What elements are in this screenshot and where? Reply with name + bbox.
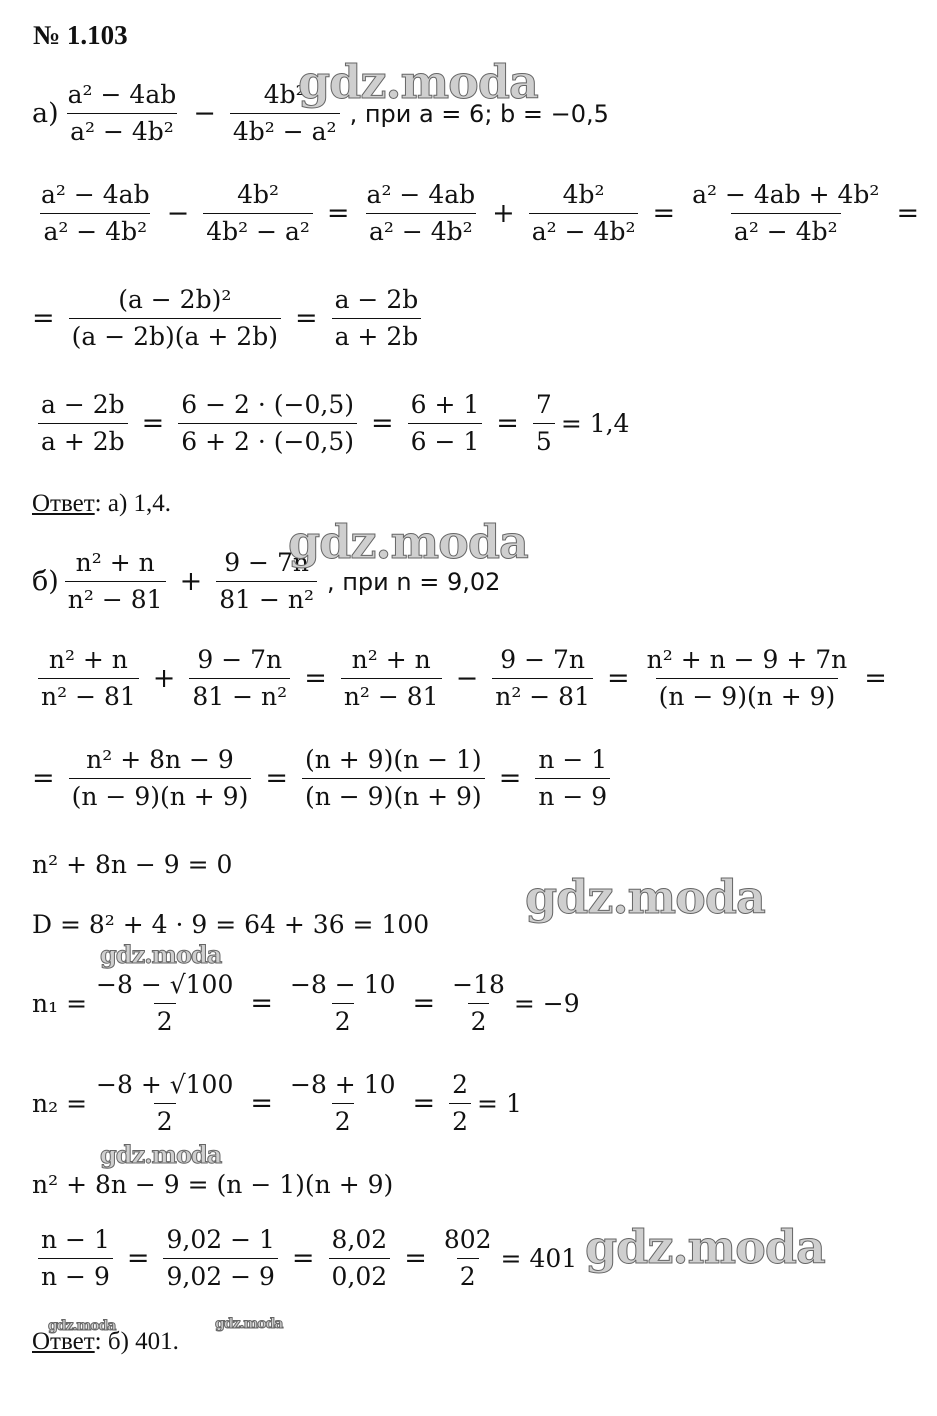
watermark: gdz.moda <box>100 940 222 969</box>
fraction <box>689 180 882 247</box>
fraction <box>449 1070 471 1137</box>
part-a-step3: $\frac{a - 2b}{a + 2b}$ = $\frac{6 - 2 \cdot (-0,5)}{6 + 2 \cdot (-0,5)}$ = $\frac{6 + 1}{6 - 1}$ = $\frac{7}{5}$ = 1,4 <box>32 390 629 457</box>
operator: − <box>193 98 216 129</box>
part-a-step1: $\frac{\text{a² − 4ab}}{\text{a² − 4b²}}$ − $\frac{\text{4b²}}{\text{4b² − a²}}$ = $\frac{\text{a² − 4ab}}{\text{a² − 4b²}}$ + $\frac{\text{4b²}}{\text{a² − 4b²}}$ = $\frac{\text{a² − 4ab + 4b²}}{\text{a² − 4b²}}$ = <box>32 180 927 247</box>
fraction <box>644 645 851 712</box>
condition: , при n = 9,02 <box>326 567 501 596</box>
answer-text: : б) 401. <box>94 1328 179 1355</box>
fraction <box>65 80 180 147</box>
numerator: −8 + 10 <box>290 1070 396 1099</box>
denominator: a² − 4b² <box>67 113 177 147</box>
numerator: 4b² <box>237 180 280 209</box>
fraction <box>203 180 313 247</box>
numerator: −8 − √100 <box>96 970 234 999</box>
denominator: n² − 81 <box>38 678 139 712</box>
numerator: 802 <box>443 1225 492 1254</box>
numerator: a² − 4ab + 4b² <box>692 180 880 209</box>
result: = 1 <box>477 1089 522 1118</box>
fraction <box>408 390 483 457</box>
part-a-step2: = $\frac{\text{(a − 2b)²}}{(a - 2b)(a + 2b)}$ = $\frac{a - 2b}{a + 2b}$ <box>32 285 427 352</box>
denominator: a² − 4b² <box>40 213 150 247</box>
numerator: −8 + √100 <box>96 1070 234 1099</box>
answer-text: : а) 1,4. <box>94 490 172 517</box>
numerator: a² − 4ab <box>41 180 150 209</box>
denominator: 6 + 2 · (−0,5) <box>178 423 357 457</box>
numerator: a − 2b <box>41 390 125 419</box>
denominator: 2 <box>154 1003 176 1037</box>
numerator: 6 − 2 · (−0,5) <box>181 390 354 419</box>
fraction <box>178 390 357 457</box>
denominator: n − 9 <box>535 778 610 812</box>
denominator: 5 <box>533 423 555 457</box>
numerator: n² + n <box>48 645 128 674</box>
denominator: 9,02 − 9 <box>163 1258 277 1292</box>
denominator: a² − 4b² <box>529 213 639 247</box>
numerator: 9 − 7n <box>224 548 309 577</box>
part-b-label: б) <box>32 566 59 597</box>
denominator: (a − 2b)(a + 2b) <box>69 318 281 352</box>
fraction <box>492 645 593 712</box>
result: = −9 <box>513 989 580 1018</box>
watermark: gdz.moda <box>215 1316 283 1332</box>
numerator: a² − 4ab <box>67 80 177 109</box>
denominator: n² − 81 <box>341 678 442 712</box>
denominator: a + 2b <box>332 318 422 352</box>
fraction <box>69 285 281 352</box>
fraction <box>189 645 290 712</box>
numerator: −18 <box>452 970 505 999</box>
part-b-step1: $\frac{\text{n² + n}}{\text{n² − 81}}$ + $\frac{9 - 7n}{\text{81 − n²}}$ = $\frac{\text{n² + n}}{\text{n² − 81}}$ − $\frac{9 - 7n}{\text{n² − 81}}$ = $\frac{\text{n² + n − 9 + 7n}}{(n - 9)(n + 9)}$ = <box>32 645 895 712</box>
result: = 1,4 <box>560 409 630 438</box>
part-b-final: $\frac{n - 1}{n - 9}$ = $\frac{9,02 - 1}{9,02 - 9}$ = $\frac{8,02}{0,02}$ = $\frac{802}{2}$ = 401 <box>32 1225 577 1292</box>
watermark: gdz.moda <box>525 870 765 924</box>
fraction <box>65 548 166 615</box>
denominator: 2 <box>468 1003 490 1037</box>
numerator: 9 − 7n <box>500 645 585 674</box>
denominator: 81 − n² <box>216 581 317 615</box>
denominator: a² − 4b² <box>731 213 841 247</box>
part-a-answer <box>32 490 171 518</box>
problem-title: № 1.103 <box>33 20 128 50</box>
answer-word: Ответ <box>32 1328 95 1355</box>
operator: + <box>179 566 203 597</box>
root-label: n₁ = <box>32 989 88 1018</box>
denominator: n² − 81 <box>492 678 593 712</box>
fraction <box>287 1070 399 1137</box>
part-a-label: а) <box>32 98 59 129</box>
part-b-step2: = $\frac{\text{n² + 8n − 9}}{(n - 9)(n + 9)}$ = $\frac{(n + 9)(n - 1)}{(n - 9)(n + 9)}$ = $\frac{n - 1}{n - 9}$ <box>32 745 616 812</box>
numerator: (a − 2b)² <box>118 285 232 314</box>
numerator: 2 <box>452 1070 469 1099</box>
numerator: 4b² <box>562 180 605 209</box>
fraction <box>449 970 508 1037</box>
denominator: a + 2b <box>38 423 128 457</box>
watermark: gdz.moda <box>288 515 528 569</box>
fraction <box>163 1225 277 1292</box>
denominator: 2 <box>449 1103 471 1137</box>
fraction <box>341 645 442 712</box>
watermark: gdz.moda <box>100 1140 222 1169</box>
denominator: 0,02 <box>329 1258 391 1292</box>
fraction <box>302 745 485 812</box>
numerator: (n + 9)(n − 1) <box>304 745 482 774</box>
numerator: n² + n <box>351 645 431 674</box>
denominator: 4b² − a² <box>203 213 313 247</box>
root-n2: n₂ = $\frac{-8 + √100}{2}$ = $\frac{-8 + 10}{2}$ = $\frac{2}{2}$ = 1 <box>32 1070 522 1136</box>
answer-word: Ответ <box>32 490 95 517</box>
fraction <box>441 1225 495 1292</box>
numerator: 4b² <box>263 80 306 109</box>
discriminant: D = 8² + 4 · 9 = 64 + 36 = 100 <box>32 910 430 939</box>
quadratic-equation: n² + 8n − 9 = 0 <box>32 850 233 879</box>
numerator: n² + 8n − 9 <box>86 745 234 774</box>
denominator: 2 <box>332 1003 354 1037</box>
denominator: n² − 81 <box>65 581 166 615</box>
numerator: a − 2b <box>334 285 419 314</box>
numerator: −8 − 10 <box>290 970 396 999</box>
denominator: (n − 9)(n + 9) <box>69 778 252 812</box>
denominator: 2 <box>332 1103 354 1137</box>
denominator: n − 9 <box>38 1258 113 1292</box>
condition: , при a = 6; b = −0,5 <box>349 99 609 128</box>
denominator: 4b² − a² <box>230 113 340 147</box>
denominator: (n − 9)(n + 9) <box>656 678 839 712</box>
numerator: 9,02 − 1 <box>166 1225 275 1254</box>
fraction <box>38 645 139 712</box>
fraction <box>38 390 128 457</box>
fraction <box>93 1070 236 1137</box>
numerator: a² − 4ab <box>366 180 476 209</box>
fraction <box>533 390 555 457</box>
fraction <box>287 970 399 1037</box>
fraction <box>535 745 610 812</box>
watermark: gdz.moda <box>585 1220 825 1274</box>
numerator: 8,02 <box>331 1225 388 1254</box>
numerator: n² + n <box>75 548 155 577</box>
root-n1: n₁ = $\frac{-8 - √100}{2}$ = $\frac{-8 - 10}{2}$ = $\frac{-18}{2}$ = −9 <box>32 970 580 1036</box>
fraction <box>93 970 236 1037</box>
numerator: n² + n − 9 + 7n <box>646 645 848 674</box>
root-label: n₂ = <box>32 1089 88 1118</box>
result: = 401 <box>500 1244 578 1273</box>
fraction <box>69 745 252 812</box>
numerator: n − 1 <box>41 1225 110 1254</box>
watermark: gdz.moda <box>48 1318 116 1334</box>
denominator: 81 − n² <box>189 678 290 712</box>
denominator: 2 <box>457 1258 479 1292</box>
denominator: 2 <box>154 1103 176 1137</box>
factorization: n² + 8n − 9 = (n − 1)(n + 9) <box>32 1170 394 1199</box>
fraction <box>329 1225 391 1292</box>
denominator: a² − 4b² <box>366 213 476 247</box>
numerator: 7 <box>535 390 552 419</box>
fraction <box>38 1225 113 1292</box>
fraction <box>529 180 639 247</box>
watermark: gdz.moda <box>298 55 538 109</box>
numerator: 6 + 1 <box>410 390 480 419</box>
denominator: (n − 9)(n + 9) <box>302 778 485 812</box>
fraction <box>38 180 153 247</box>
numerator: n − 1 <box>538 745 608 774</box>
fraction <box>332 285 422 352</box>
numerator: 9 − 7n <box>197 645 283 674</box>
denominator: 6 − 1 <box>408 423 483 457</box>
fraction <box>364 180 479 247</box>
